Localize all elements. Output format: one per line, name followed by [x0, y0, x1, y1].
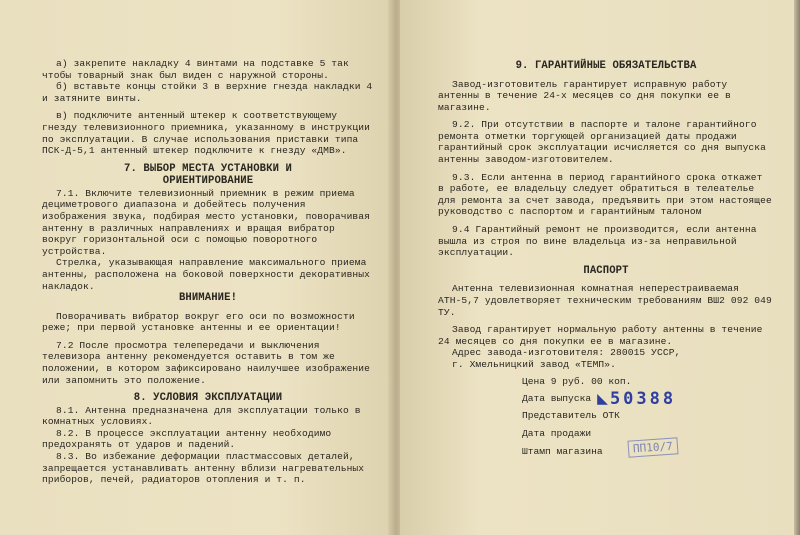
step-c-text: в) подключите антенный штекер к соответствующему гнезду телевизионного приемника, указанному в инструкции по эксплуатации. В случае использования приставки типа ПСК-Д-5,1 антенный штекер подключите к гнезду «ДМВ».	[42, 110, 371, 157]
paragraph-9-4: 9.4 Гарантийный ремонт не производится, если антенна вышла из строя по вине владельца из-за неправильной эксплуатации.	[438, 224, 757, 259]
sale-date-label: Дата продажи	[522, 428, 592, 440]
release-date-label: Дата выпуска	[522, 393, 592, 405]
serial-number-stamp: ◣ 50388	[597, 388, 677, 410]
paragraph-arrow: Стрелка, указывающая направление максимального приема антенны, расположена на боковой поверхности декоративных накладок.	[42, 257, 371, 292]
paragraph-7-1: 7.1. Включите телевизионный приемник в режим приема дециметрового диапазона и добейтесь получения изображения звука, подбирая место установки, поворачивая антенну в различных направлениях и вращая вибратор вокруг горизонтальной оси с помощью поворотного устройства.	[42, 187, 371, 257]
left-page	[0, 0, 396, 535]
passport-text: Антенна телевизионная комнатная неперестраиваемая АТН-5,7 удовлетворяет техническим требованиям ВШ2 092 049 ТУ.	[438, 283, 772, 318]
otk-stamp: ПП10/7	[627, 437, 678, 457]
paragraph-8-1: 8.1. Антенна предназначена для эксплуатации только в комнатных условиях.	[42, 404, 361, 428]
paragraph-attention: Поворачивать вибратор вокруг его оси по возможности реже; при первой установке антенны и ее ориентации!	[42, 310, 355, 334]
paragraph-7-2: 7.2 После просмотра телепередачи и выключения телевизора антенну рекомендуется оставить в том же положении, в котором зафиксировано наилучшее изображение или запомнить это положение.	[42, 339, 371, 386]
paragraph-9-3: 9.3. Если антенна в период гарантийного срока откажет в работе, ее владельцу следует обратиться в телеателье для ремонта за счет завода, предъявить при этом настоящее руководство с паспортом и гарантийным талоном	[438, 171, 772, 218]
price-row	[522, 376, 774, 388]
otk-label: Представитель ОТК	[522, 410, 620, 422]
step-b-text: б) вставьте концы стойки 3 в верхние гнезда накладки 4 и затяните винты.	[42, 81, 373, 104]
serial-number: 50388	[609, 389, 677, 410]
otk-row	[522, 410, 774, 422]
address-line-1: Адрес завода-изготовителя: 280015 УССР,	[452, 347, 681, 359]
section-7-heading-line2: ОРИЕНТИРОВАНИЕ	[162, 175, 254, 188]
section-7-heading-line1: 7. ВЫБОР МЕСТА УСТАНОВКИ И	[124, 162, 292, 175]
release-date-row	[522, 388, 774, 410]
paragraph-8-2: 8.2. В процессе эксплуатации антенну необходимо предохранять от ударов и падений.	[42, 427, 332, 451]
address-line-2: г. Хмельницкий завод «ТЕМП».	[452, 358, 617, 370]
warranty-text: Завод гарантирует нормальную работу антенны в течение 24 месяцев со дня покупки ее в магазине.	[438, 324, 763, 347]
right-page	[400, 0, 800, 535]
store-stamp-label: Штамп магазина	[522, 446, 603, 458]
section-9-heading: 9. ГАРАНТИЙНЫЕ ОБЯЗАТЕЛЬСТВА	[515, 60, 697, 72]
section-8-heading: 8. УСЛОВИЯ ЭКСПЛУАТАЦИИ	[133, 392, 283, 405]
passport-heading: ПАСПОРТ	[583, 264, 629, 277]
attention-heading: ВНИМАНИЕ!	[178, 292, 238, 305]
paragraph-9-2: 9.2. При отсутствии в паспорте и талоне гарантийного ремонта отметки торгующей организацией даты продажи гарантийный срок эксплуатации исчисляется со дня выпуска антенны заводом-изготовителем.	[438, 119, 767, 166]
page-edge-shadow	[794, 0, 800, 535]
paragraph-9-1: Завод-изготовитель гарантирует исправную работу антенны в течение 24-х месяцев со дня покупки ее в магазине.	[438, 78, 731, 113]
step-a-text: а) закрепите накладку 4 винтами на подставке 5 так чтобы товарный знак был виден с наружной стороны.	[42, 58, 349, 81]
paragraph-8-3: 8.3. Во избежание деформации пластмассовых деталей, запрещается устанавливать антенну вблизи нагревательных приборов, печей, радиаторов отопления и т. п.	[42, 451, 365, 486]
price-text: Цена 9 руб. 00 коп.	[522, 376, 632, 388]
